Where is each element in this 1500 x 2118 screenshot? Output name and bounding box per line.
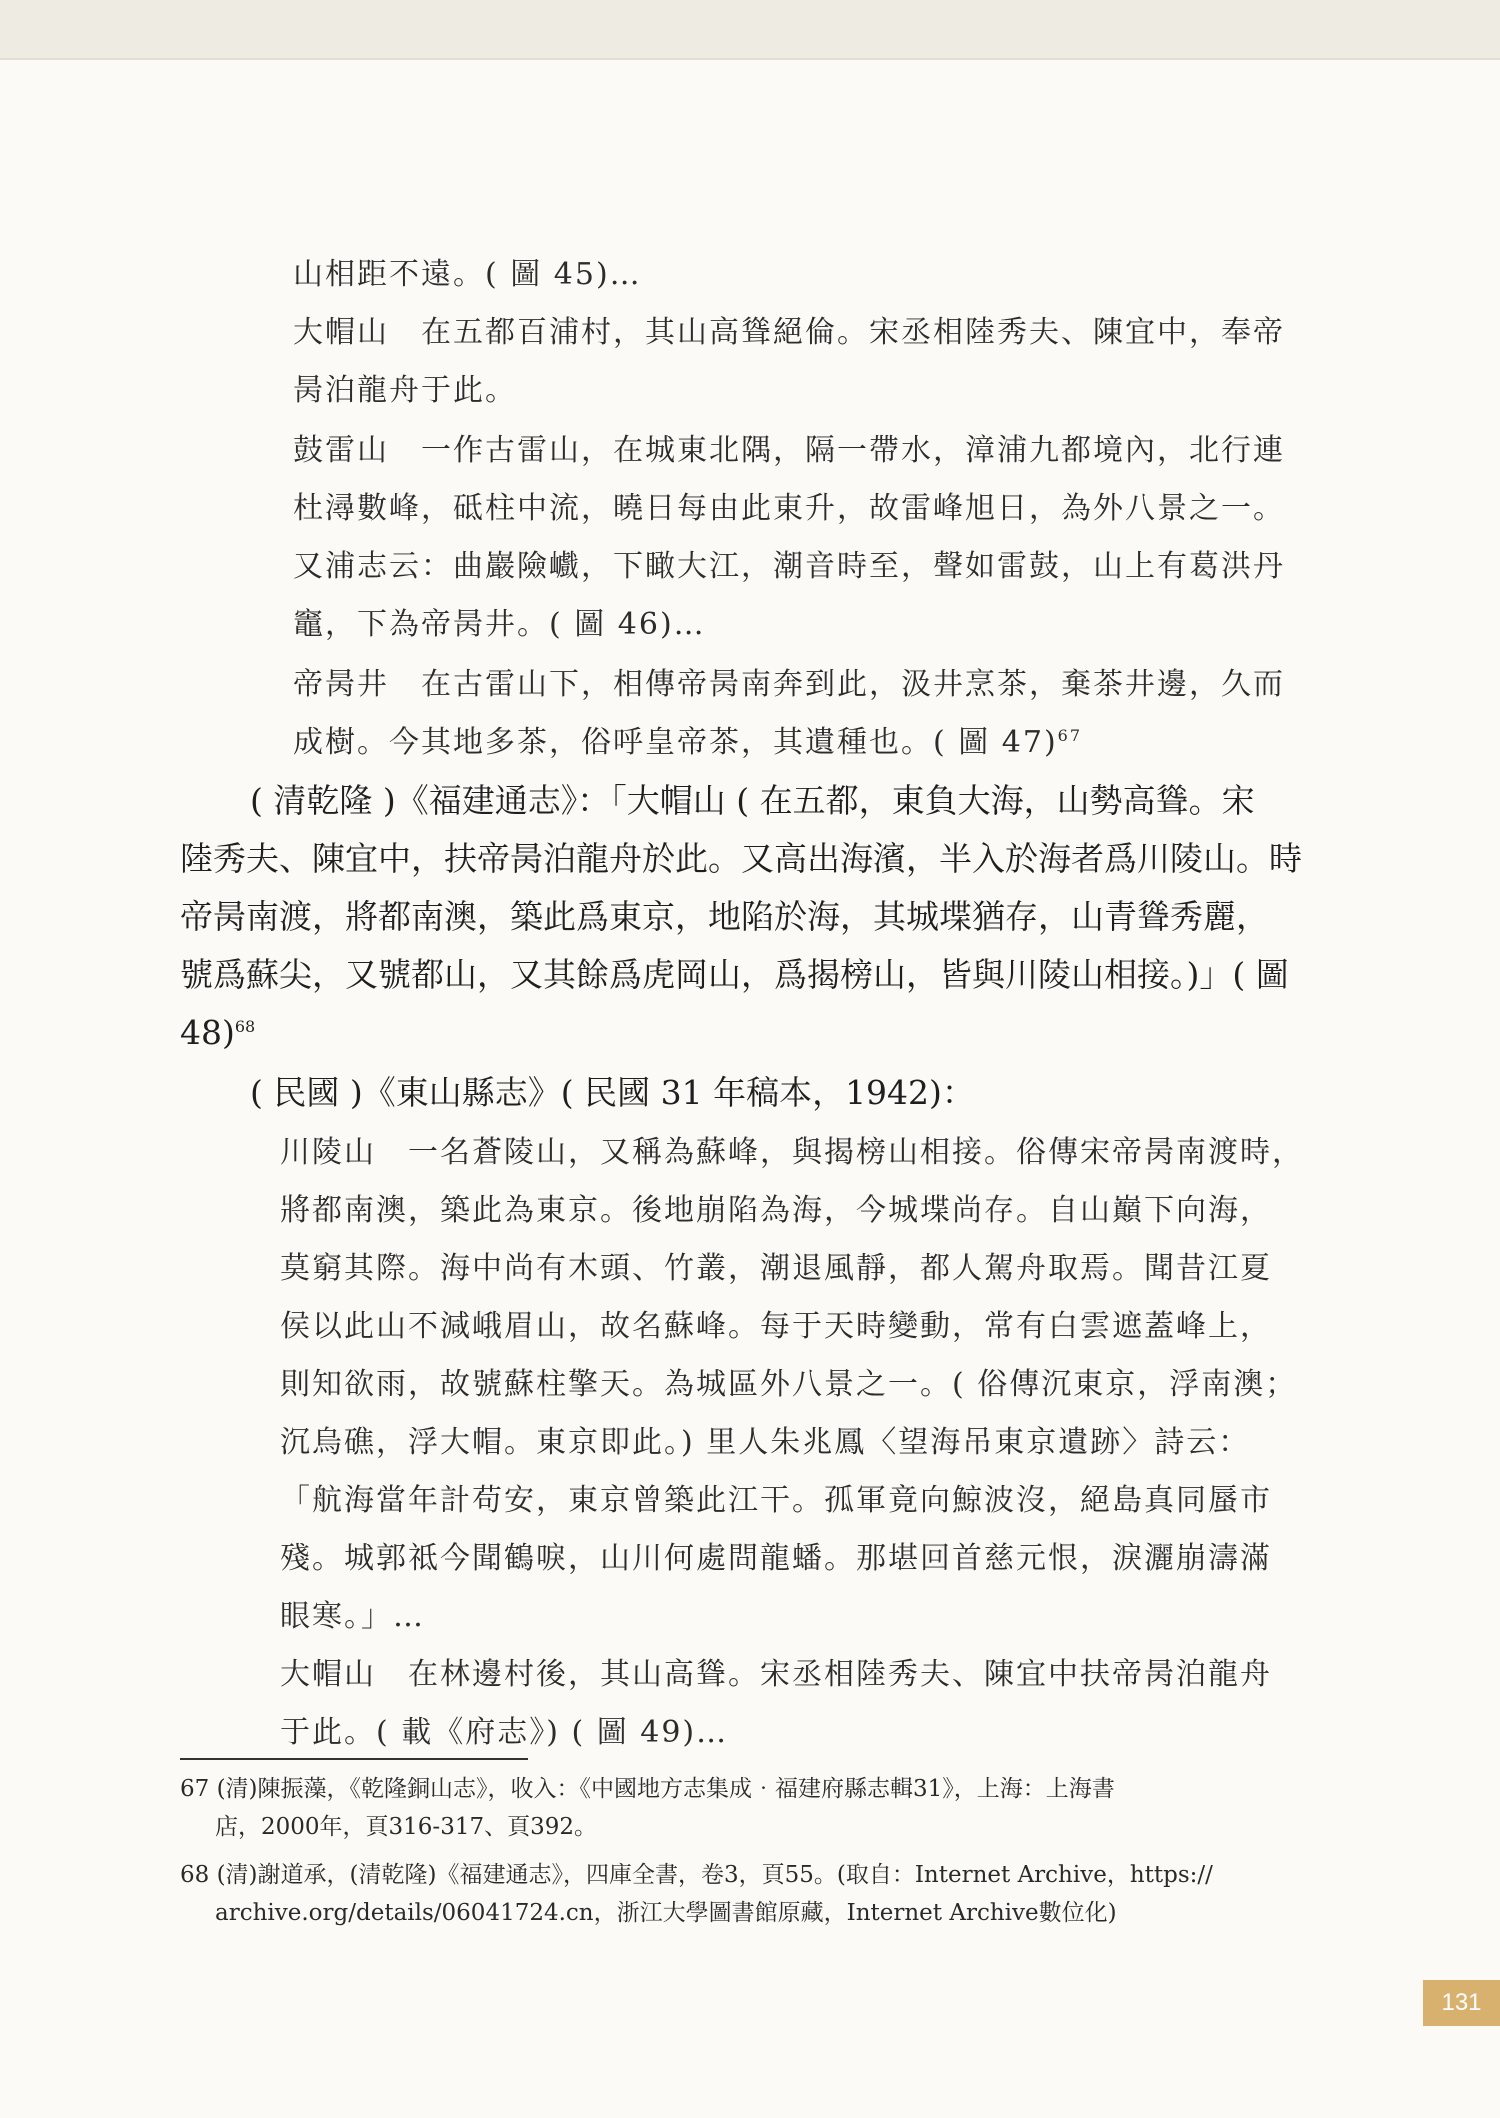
page-number: 131	[1441, 1989, 1482, 2016]
footnote-ref-68[interactable]: 68	[234, 1017, 256, 1036]
quote-line: 杜潯數峰，砥柱中流，曉日每由此東升，故雷峰旭日，為外八景之一。	[293, 491, 1285, 526]
quote-line-text: 成樹。今其地多茶，俗呼皇帝茶，其遺種也。( 圖 47)	[293, 725, 1058, 760]
footnote-68-line: 68 (清)謝道承，(清乾隆)《福建通志》，四庫全書，卷3，頁55。(取自：Internet Archive，https://	[180, 1862, 1213, 1888]
quote-line: 竈，下為帝昺井。( 圖 46)…	[293, 607, 706, 642]
quote-line: 鼓雷山 一作古雷山，在城東北隅，隔一帶水，漳浦九都境內，北行連	[293, 433, 1285, 468]
quote-line: 殘。城郭祗今聞鶴唳，山川何處問龍蟠。那堪回首慈元恨，淚灑崩濤滿	[280, 1541, 1272, 1576]
footnote-separator	[180, 1758, 528, 1760]
body-line: ( 清乾隆 )《福建通志》：「大帽山 ( 在五都，東負大海，山勢高聳。宋	[250, 781, 1255, 820]
footnote-ref-67[interactable]: 67	[1057, 726, 1083, 745]
quote-line: 帝昺井 在古雷山下，相傳帝昺南奔到此，汲井烹茶，棄茶井邊，久而	[293, 667, 1285, 702]
quote-line: 又浦志云：曲巖險巇，下瞰大江，潮音時至，聲如雷鼓，山上有葛洪丹	[293, 549, 1285, 584]
body-line: 號爲蘇尖，又號都山，又其餘爲虎岡山，爲揭榜山，皆與川陵山相接。)」( 圖	[180, 955, 1289, 994]
body-line-text: 48)	[180, 1013, 235, 1052]
quote-line: 沉烏礁，浮大帽。東京即此。) 里人朱兆鳳〈望海吊東京遺跡〉詩云：	[280, 1425, 1251, 1460]
quote-line: 大帽山 在林邊村後，其山高聳。宋丞相陸秀夫、陳宜中扶帝昺泊龍舟	[280, 1657, 1272, 1692]
footnote-67-line: 67 (清)陳振藻，《乾隆銅山志》，收入：《中國地方志集成‧福建府縣志輯31》，上海：上海書	[180, 1776, 1115, 1802]
quote-line: 侯以此山不減峨眉山，故名蘇峰。每于天時變動，常有白雲遮蓋峰上，	[280, 1309, 1272, 1344]
page-top-band	[0, 0, 1500, 58]
page-top-divider	[0, 58, 1500, 60]
quote-line: 于此。( 載《府志》) ( 圖 49)…	[280, 1715, 729, 1750]
body-line: 帝昺南渡，將都南澳，築此爲東京，地陷於海，其城堞猶存，山青聳秀麗，	[180, 897, 1269, 936]
quote-line: 昺泊龍舟于此。	[293, 373, 517, 408]
quote-line: 大帽山 在五都百浦村，其山高聳絕倫。宋丞相陸秀夫、陳宜中，奉帝	[293, 315, 1285, 350]
body-line: ( 民國 )《東山縣志》( 民國 31 年稿本，1942)：	[250, 1073, 975, 1112]
quote-line: 莫窮其際。海中尚有木頭、竹叢，潮退風靜，都人駕舟取焉。聞昔江夏	[280, 1251, 1272, 1286]
quote-line: 則知欲雨，故號蘇柱擎天。為城區外八景之一。( 俗傳沉東京，浮南澳；	[280, 1367, 1298, 1402]
body-line	[180, 1004, 1235, 1062]
quote-line: 山相距不遠。( 圖 45)…	[293, 257, 642, 292]
body-line: 陸秀夫、陳宜中，扶帝昺泊龍舟於此。又高出海濱，半入於海者爲川陵山。時	[180, 839, 1302, 878]
quote-line: 「航海當年計苟安，東京曾築此江干。孤軍竟向鯨波沒，絕島真同蜃市	[280, 1483, 1272, 1518]
page-number-tab	[1423, 1980, 1500, 2026]
footnote-68-line: archive.org/details/06041724.cn，浙江大學圖書館原藏，Internet Archive數位化)	[215, 1900, 1117, 1926]
quote-line: 將都南澳，築此為東京。後地崩陷為海，今城堞尚存。自山巔下向海，	[280, 1193, 1272, 1228]
quote-line	[293, 714, 1303, 772]
quote-line: 川陵山 一名蒼陵山，又稱為蘇峰，與揭榜山相接。俗傳宋帝昺南渡時，	[280, 1135, 1304, 1170]
footnote-67-line: 店，2000年，頁316-317、頁392。	[215, 1814, 598, 1840]
quote-line: 眼寒。」…	[280, 1599, 425, 1634]
